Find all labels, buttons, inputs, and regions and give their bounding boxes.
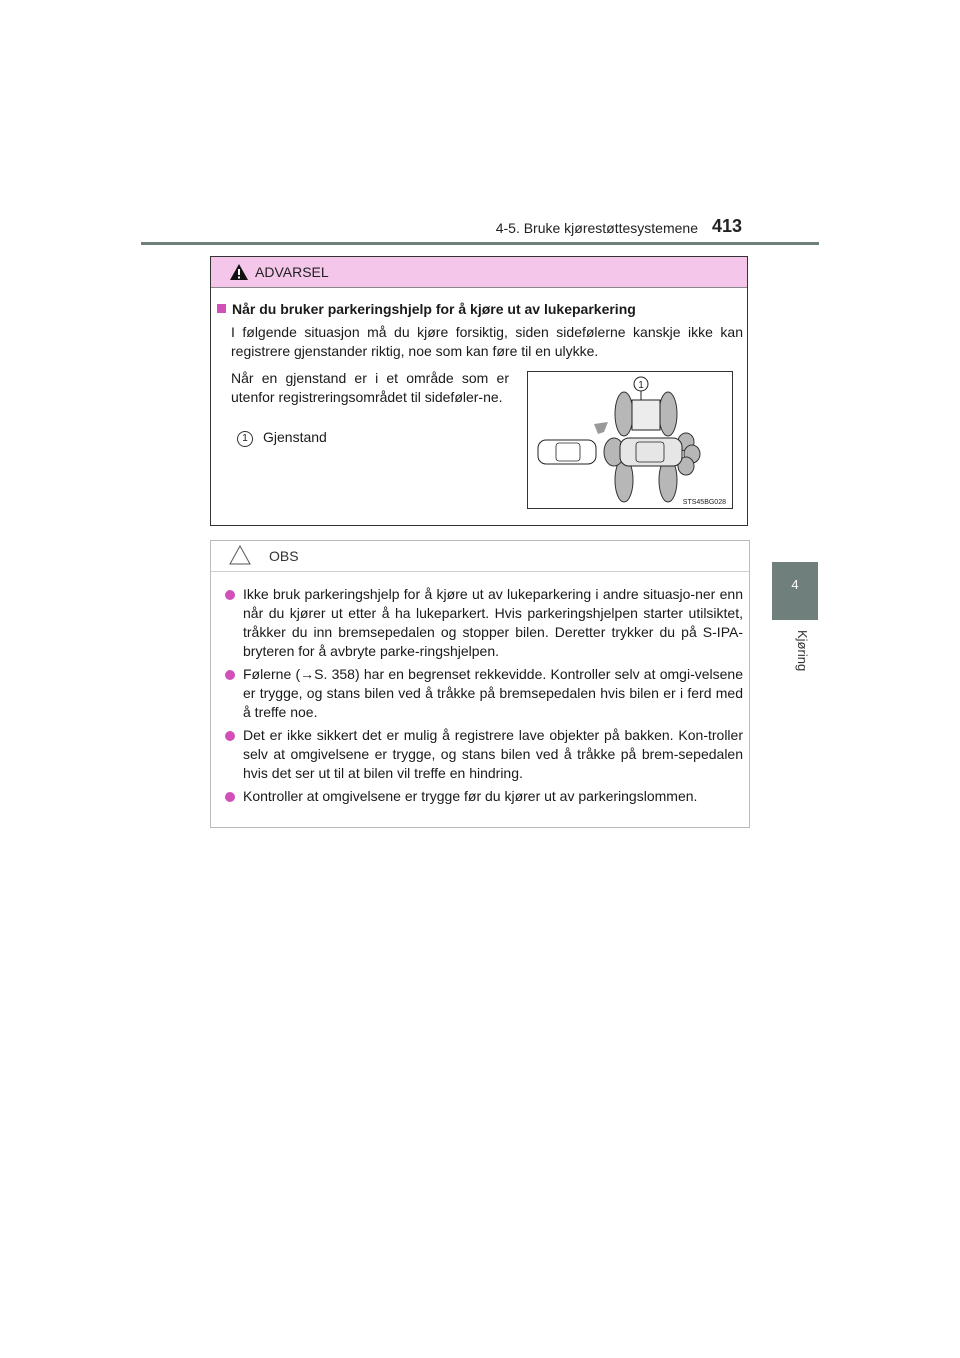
- parking-diagram: [528, 372, 732, 508]
- bullet-dot-icon: [225, 792, 235, 802]
- direction-arrow-icon: [594, 422, 608, 434]
- header-rule: [141, 242, 819, 245]
- bullet-dot-icon: [225, 670, 235, 680]
- notice-list: [225, 585, 743, 810]
- legend-label: Gjenstand: [263, 429, 327, 445]
- parking-figure: [527, 371, 733, 509]
- list-item: Kontroller at omgivelsene er trygge før du kjører ut av parkeringslommen.: [225, 787, 743, 806]
- warning-body: I følgende situasjon må du kjøre forsiktig, siden sidefølerne kanskje ikke kan registrere gjenstander riktig, noe som kan føre til en ulykke.: [231, 324, 743, 359]
- warning-situation: Når en gjenstand er i et område som er utenfor registreringsområdet til sideføler-ne.: [231, 370, 509, 405]
- header-title: 4-5. Bruke kjørestøttesystemene: [495, 220, 698, 236]
- notice-header: [211, 541, 749, 572]
- list-item: Ikke bruk parkeringshjelp for å kjøre ut av lukeparkering i andre situasjo-ner enn når du kjører ut etter å ha lukeparkert. Hvis parkeringshjelpen starter utilsiktet, tråkker du inn bremsepedalen og stopper bilen. Deretter trykker du på S-IPA-bryteren for å avbryte parke-ringshjelpen.: [225, 585, 743, 661]
- list-item: Det er ikke sikkert det er mulig å registrere lave objekter på bakken. Kon-troller selv at omgivelsene er trygge, og stans bilen ved å tråkke på brem-sepedalen hvis det ser ut til at bilen vil treffe en hindring.: [225, 726, 743, 783]
- page-number: 413: [712, 216, 743, 236]
- legend-number: 1: [237, 431, 253, 447]
- warning-triangle-icon: [229, 263, 249, 281]
- object-box: [632, 400, 660, 430]
- warning-title: ADVARSEL: [255, 264, 329, 280]
- warning-heading-text: Når du bruker parkeringshjelp for å kjøre ut av lukeparkering: [232, 301, 636, 317]
- notice-title: OBS: [269, 548, 299, 564]
- callout-number: 1: [638, 380, 644, 391]
- sensor-zone-front-left: [615, 392, 633, 436]
- bullet-dot-icon: [225, 731, 235, 741]
- list-item: Følerne (→S. 358) har en begrenset rekkevidde. Kontroller selv at omgi-velsene er trygge, og stans bilen ved å tråkke på bremsepedalen hvis bilen er i ferd med å treffe noe.: [225, 665, 743, 722]
- square-bullet-icon: [217, 304, 226, 313]
- chapter-label: Kjøring: [795, 630, 810, 672]
- warning-box: [210, 256, 748, 526]
- chapter-tab: 4: [772, 562, 818, 620]
- figure-legend: [237, 429, 327, 447]
- notice-box: [210, 540, 750, 828]
- sensor-zone-front-right: [659, 392, 677, 436]
- warning-header: [211, 257, 747, 288]
- warning-heading: [217, 301, 737, 317]
- bullet-dot-icon: [225, 590, 235, 600]
- parked-car: [538, 440, 596, 464]
- caution-triangle-icon: [229, 545, 251, 565]
- figure-code: STS45BG028: [682, 499, 726, 506]
